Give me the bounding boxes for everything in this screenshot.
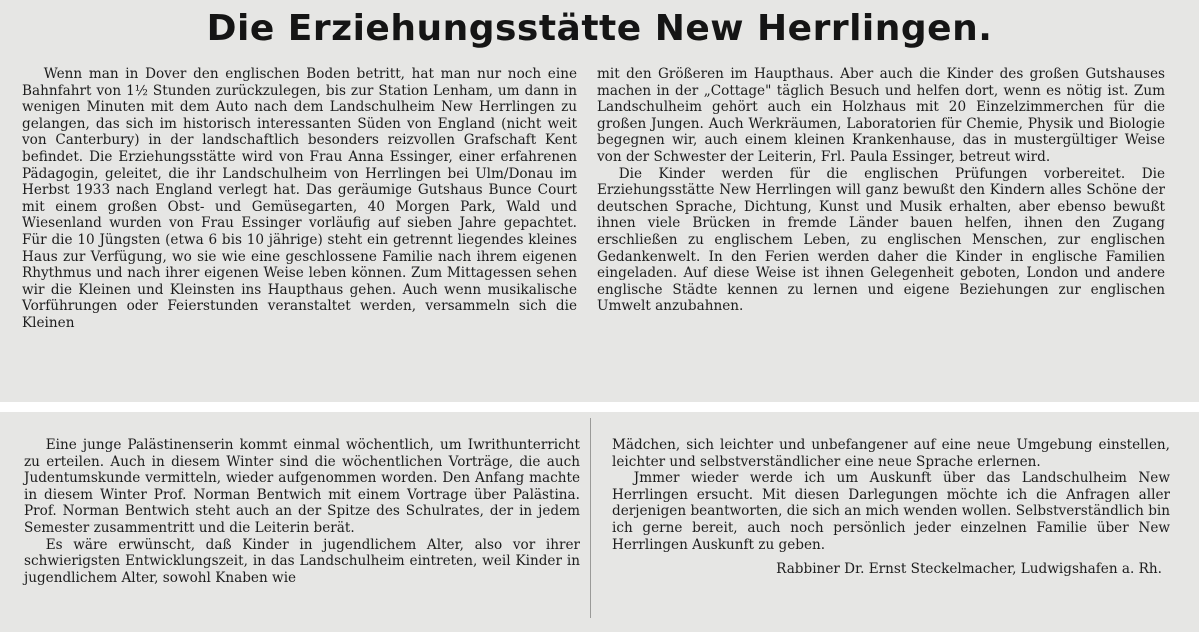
- text-column-2: [597, 66, 1165, 315]
- paragraph: mit den Größeren im Haupthaus. Aber auch die Kinder des großen Gutshauses machen in der „Cottage" täglich Besuch und helfen dort, wenn es nötig ist. Zum Landschulheim gehört auch ein Holzhaus mit 20 Einzelzimmerchen für die großen Jungen. Auch Werkräumen, Laboratorien für Chemie, Physik und Biologie begegnen wir, auch einem kleinen Krankenhause, das in mustergültiger Weise von der Schwester der Leiterin, Frl. Paula Essinger, betreut wird.: [597, 66, 1165, 165]
- paragraph: Jmmer wieder werde ich um Auskunft über das Landschulheim New Herrlingen ersucht. Mit diesen Darlegungen möchte ich die Anfragen aller derjenigen beantworten, die sich an mich wenden wollen. Selbstverständlich bin ich gerne bereit, auch noch persönlich jeder einzelnen Familie über New Herrlingen Auskunft zu geben.: [612, 470, 1170, 553]
- text-column-4: [612, 437, 1170, 578]
- article-clipping-bottom: [0, 412, 1199, 632]
- article-headline: Die Erziehungsstätte New Herrlingen.: [206, 8, 993, 49]
- paragraph: Es wäre erwünscht, daß Kinder in jugendlichem Alter, also vor ihrer schwierigsten Entwicklungszeit, in das Landschulheim eintreten, weil Kinder in jugendlichem Alter, sowohl Knaben wie: [24, 536, 580, 586]
- paragraph: Die Kinder werden für die englischen Prüfungen vorbereitet. Die Erziehungsstätte New Herrlingen will ganz bewußt den Kindern alles Schöne der deutschen Sprache, Dichtung, Kunst und Musik erhalten, aber ebenso bewußt ihnen viele Brücken in fremde Länder bauen helfen, ihnen den Zugang erschließen zu englischem Leben, zu englischen Menschen, zur englischen Gedankenwelt. In den Ferien werden daher die Kinder in englische Familien eingeladen. Auf diese Weise ist ihnen Gelegenheit geboten, London und andere englische Städte kennen zu lernen und eigene Beziehungen zur englischen Umwelt anzubahnen.: [597, 165, 1165, 315]
- column-divider: [590, 418, 591, 618]
- author-signature: Rabbiner Dr. Ernst Steckelmacher, Ludwigshafen a. Rh.: [776, 561, 1162, 578]
- clipping-separator: [0, 402, 1199, 412]
- text-column-3: [24, 437, 580, 586]
- text-column-1: [22, 66, 577, 332]
- paragraph: Mädchen, sich leichter und unbefangener auf eine neue Umgebung einstellen, leichter und selbstverständlicher eine neue Sprache erlernen.: [612, 437, 1170, 470]
- paragraph: Eine junge Palästinenserin kommt einmal wöchentlich, um Iwrithunterricht zu erteilen. Auch in diesem Winter sind die wöchentlichen Vorträge, die auch Judentumskunde vermitteln, wieder aufgenommen worden. Den Anfang machte in diesem Winter Prof. Norman Bentwich mit einem Vortrage über Palästina. Prof. Norman Bentwich steht auch an der Spitze des Schulrates, der in jedem Semester zusammentritt und die Leiterin berät.: [24, 437, 580, 536]
- paragraph: Wenn man in Dover den englischen Boden betritt, hat man nur noch eine Bahnfahrt von 1½ Stunden zurückzulegen, bis zur Station Lenham, um dann in wenigen Minuten mit dem Auto nach dem Landschulheim New Herrlingen zu gelangen, das sich im historisch interessanten Süden von England (nicht weit von Canterbury) in der landschaftlich besonders reizvollen Grafschaft Kent befindet. Die Erziehungsstätte wird von Frau Anna Essinger, einer erfahrenen Pädagogin, geleitet, die ihr Landschulheim von Herrlingen bei Ulm/Donau im Herbst 1933 nach England verlegt hat. Das geräumige Gutshaus Bunce Court mit einem großen Obst- und Gemüsegarten, 40 Morgen Park, Wald und Wiesenland wurden von Frau Essinger vorläufig auf sieben Jahre gepachtet. Für die 10 Jüngsten (etwa 6 bis 10 jährige) steht ein getrennt liegendes kleines Haus zur Verfügung, wo sie wie eine geschlossene Familie nach ihrem eigenen Rhythmus und nach ihrer eigenen Weise leben können. Zum Mittagessen sehen wir die Kleinen und Kleinsten ins Haupthaus gehen. Auch wenn musikalische Vorführungen oder Feierstunden veranstaltet werden, versammeln sich die Kleinen: [22, 66, 577, 331]
